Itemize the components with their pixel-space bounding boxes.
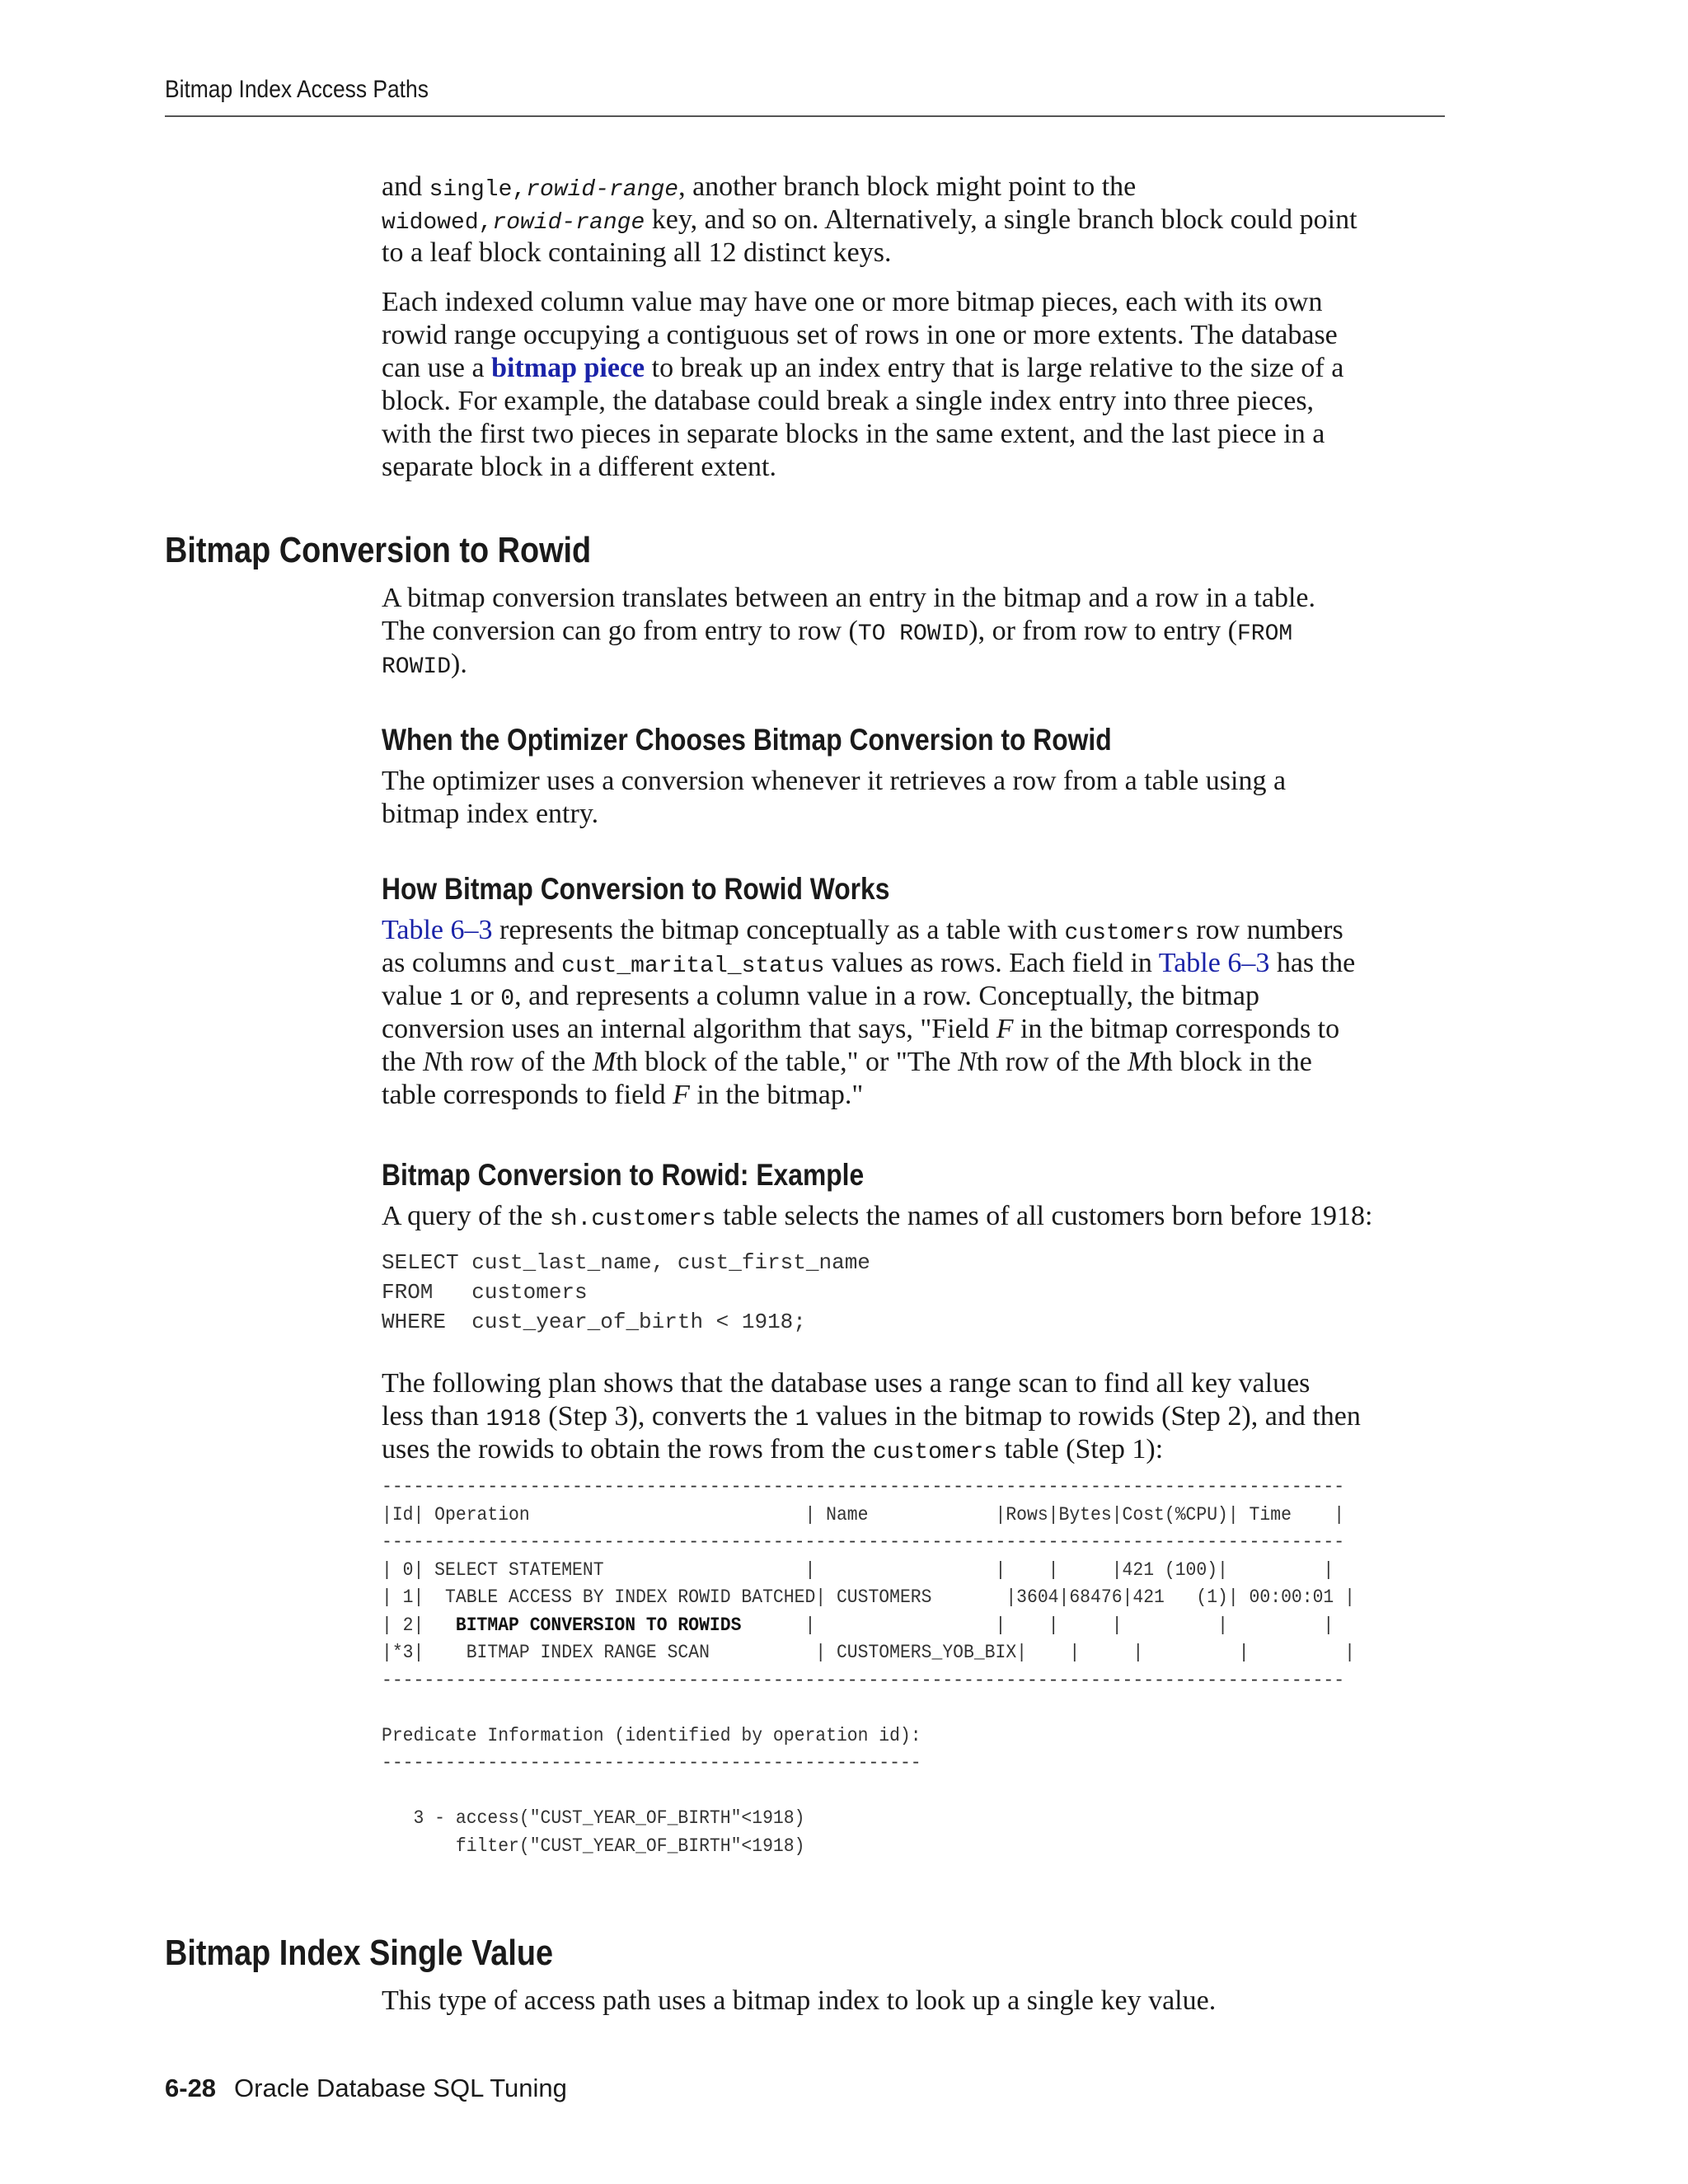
italic-variable: N — [423, 1047, 442, 1077]
plan-row: |*3| BITMAP INDEX RANGE SCAN | CUSTOMERS_YOB_BIX| | | | | — [382, 1642, 1355, 1663]
inline-code: TO ROWID — [857, 621, 969, 647]
text-line: A query of the sh.customers table selects the names of all customers born before 1918: — [382, 1201, 1373, 1232]
italic-variable: N — [958, 1047, 977, 1077]
page-footer — [165, 2074, 567, 2103]
header-rule — [165, 115, 1445, 117]
section2-paragraph — [382, 1985, 1453, 2018]
text-line: less than 1918 (Step 3), converts the 1 values in the bitmap to rowids (Step 2), and then — [382, 1401, 1361, 1432]
inline-code: 0 — [500, 987, 515, 1012]
predicate-rule: --------------------------------------------------- — [382, 1752, 921, 1774]
inline-code: single, — [429, 177, 527, 203]
inline-code-italic: rowid-range — [526, 177, 679, 203]
text-line: separate block in a different extent. — [382, 452, 776, 482]
plan-rule: ------------------------------------------------------------------------------------------- — [382, 1476, 1345, 1497]
inline-code: FROM — [1237, 621, 1293, 647]
text-line: value 1 or 0, and represents a column value in a row. Conceptually, the bitmap — [382, 981, 1259, 1012]
text-line: can use a bitmap piece to break up an index entry that is large relative to the size of a — [382, 353, 1344, 383]
sql-query-code-block: SELECT cust_last_name, cust_first_name FROM customers WHERE cust_year_of_birth < 1918; — [382, 1250, 870, 1334]
text-line: as columns and cust_marital_status values as rows. Each field in Table 6–3 has the — [382, 948, 1356, 979]
sub3-plan-description — [382, 1367, 1453, 1466]
glossary-link-bitmap-piece[interactable]: bitmap piece — [491, 353, 645, 383]
italic-variable: F — [673, 1080, 690, 1110]
inline-code: customers — [1064, 921, 1189, 946]
subheading-when-optimizer-chooses: When the Optimizer Chooses Bitmap Conversion to Rowid — [382, 723, 1112, 757]
text-line: A bitmap conversion translates between an entry in the bitmap and a row in a table. — [382, 583, 1315, 613]
italic-variable: M — [1127, 1047, 1151, 1077]
execution-plan-code-block — [382, 1474, 1355, 1860]
intro-paragraph-1 — [382, 171, 1453, 269]
sub3-paragraph — [382, 1200, 1453, 1233]
subheading-example: Bitmap Conversion to Rowid: Example — [382, 1158, 865, 1192]
inline-code: customers — [872, 1440, 998, 1465]
plan-header-row: |Id| Operation | Name |Rows|Bytes|Cost(%CPU)| Time | — [382, 1503, 1345, 1526]
predicate-line: filter("CUST_YEAR_OF_BIRTH"<1918) — [382, 1835, 805, 1857]
inline-code: widowed, — [382, 210, 493, 236]
text-line: rowid range occupying a contiguous set of rows in one or more extents. The database — [382, 320, 1338, 350]
text-line: Each indexed column value may have one or more bitmap pieces, each with its own — [382, 287, 1323, 317]
text-line: The conversion can go from entry to row (TO ROWID), or from row to entry (FROM — [382, 616, 1293, 647]
section1-paragraph — [382, 582, 1453, 681]
text-line: table corresponds to field F in the bitmap." — [382, 1080, 864, 1110]
plan-row: | 0| SELECT STATEMENT | | | |421 (100)| | — [382, 1558, 1334, 1581]
page-number: 6-28 — [165, 2074, 217, 2102]
subheading-how-bitmap-conversion-works: How Bitmap Conversion to Rowid Works — [382, 872, 890, 906]
running-header: Bitmap Index Access Paths — [165, 76, 429, 103]
plan-row: | 1| TABLE ACCESS BY INDEX ROWID BATCHED| CUSTOMERS |3604|68476|421 (1)| 00:00:01 | — [382, 1586, 1355, 1608]
sub1-paragraph — [382, 765, 1453, 831]
text-line: This type of access path uses a bitmap index to look up a single key value. — [382, 1985, 1217, 2016]
text-line: The optimizer uses a conversion whenever it retrieves a row from a table using a — [382, 766, 1287, 796]
text-line: The following plan shows that the database uses a range scan to find all key values — [382, 1368, 1311, 1399]
inline-code: 1 — [449, 987, 463, 1012]
text-line: conversion uses an internal algorithm that says, "Field F in the bitmap corresponds to — [382, 1014, 1340, 1044]
inline-code: 1918 — [485, 1407, 542, 1432]
table-link-6-3[interactable]: Table 6–3 — [382, 915, 493, 945]
text-line: with the first two pieces in separate blocks in the same extent, and the last piece in a — [382, 419, 1325, 449]
text-line: to a leaf block containing all 12 distinct keys. — [382, 237, 892, 268]
inline-code-italic: rowid-range — [492, 210, 645, 236]
book-title: Oracle Database SQL Tuning — [234, 2074, 567, 2102]
predicate-title: Predicate Information (identified by operation id): — [382, 1724, 921, 1746]
inline-code: cust_marital_status — [561, 954, 825, 979]
text-line: bitmap index entry. — [382, 799, 599, 829]
inline-code: ROWID — [382, 654, 452, 680]
section-heading-bitmap-index-single-value: Bitmap Index Single Value — [165, 1933, 554, 1973]
italic-variable: M — [592, 1047, 617, 1077]
sub2-paragraph — [382, 914, 1453, 1112]
inline-code: sh.customers — [549, 1207, 716, 1232]
text-line: ROWID). — [382, 649, 467, 680]
text-line: uses the rowids to obtain the rows from the customers table (Step 1): — [382, 1434, 1164, 1465]
plan-highlight: BITMAP CONVERSION TO ROWIDS — [455, 1614, 742, 1636]
predicate-line: 3 - access("CUST_YEAR_OF_BIRTH"<1918) — [382, 1807, 805, 1829]
text-line: block. For example, the database could break a single index entry into three pieces, — [382, 386, 1315, 416]
text-line: widowed,rowid-range key, and so on. Alternatively, a single branch block could point — [382, 204, 1357, 236]
inline-code: 1 — [795, 1407, 809, 1432]
intro-paragraph-2 — [382, 286, 1453, 484]
plan-rule: ------------------------------------------------------------------------------------------- — [382, 1669, 1345, 1691]
italic-variable: F — [996, 1014, 1014, 1044]
text-line: Table 6–3 represents the bitmap conceptually as a table with customers row numbers — [382, 915, 1343, 946]
text-line: and single,rowid-range, another branch block might point to the — [382, 171, 1137, 203]
section-heading-bitmap-conversion-to-rowid: Bitmap Conversion to Rowid — [165, 530, 592, 570]
plan-row: | 2| BITMAP CONVERSION TO ROWIDS | | | | | | — [382, 1614, 1334, 1636]
plan-rule: ------------------------------------------------------------------------------------------- — [382, 1531, 1345, 1553]
text-line: the Nth row of the Mth block of the table," or "The Nth row of the Mth block in the — [382, 1047, 1312, 1077]
table-link-6-3[interactable]: Table 6–3 — [1158, 948, 1270, 978]
